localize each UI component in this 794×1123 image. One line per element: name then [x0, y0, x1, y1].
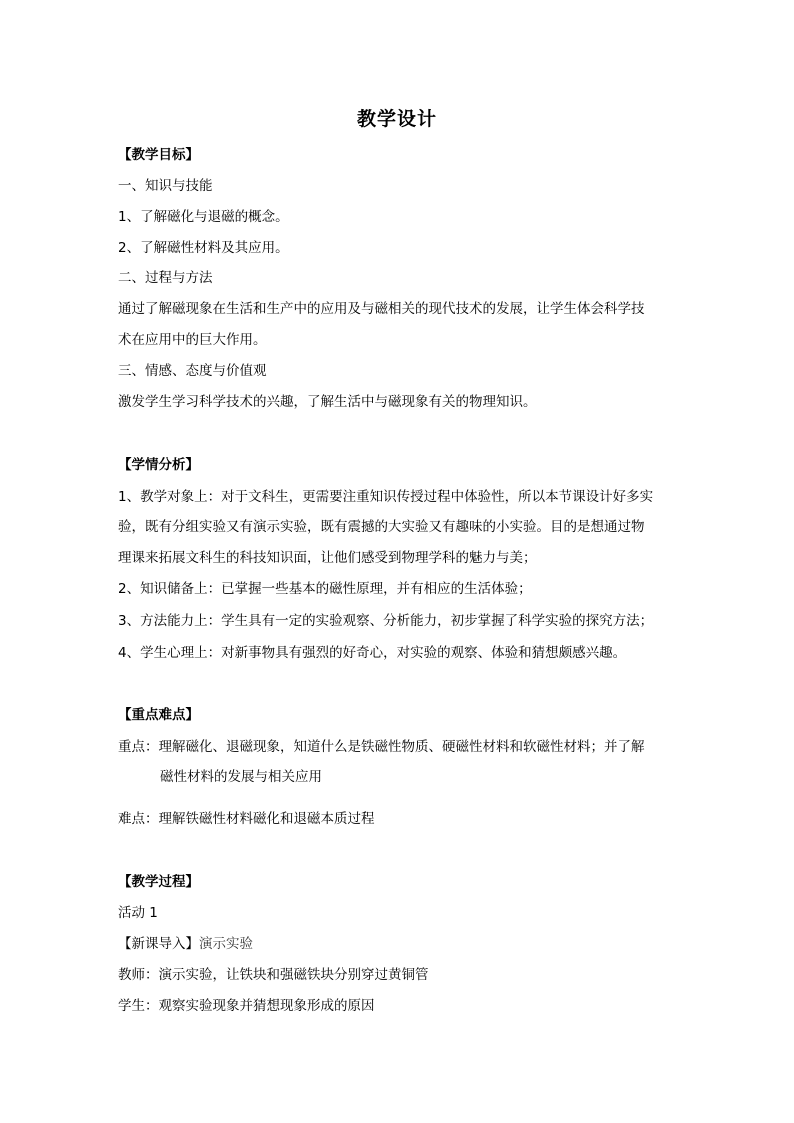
teaching-process-heading: 【教学过程】	[118, 874, 199, 890]
analysis-item-1-line-3: 理课来拓展文科生的科技知识面，让他们感受到物理学科的魅力与美；	[118, 550, 537, 566]
process-method-line-1: 通过了解磁现象在生活和生产中的应用及与磁相关的现代技术的发展，让学生体会科学技	[118, 301, 645, 317]
new-lesson-intro	[118, 935, 698, 953]
key-point-line-2: 磁性材料的发展与相关应用	[160, 769, 322, 785]
student-activity: 学生：观察实验现象并猜想现象形成的原因	[118, 998, 375, 1014]
objectives-heading: 【教学目标】	[118, 147, 199, 163]
analysis-item-4: 4、学生心理上：对新事物具有强烈的好奇心，对实验的观察、体验和猜想颇感兴趣。	[118, 645, 627, 661]
key-point-line-1: 重点：理解磁化、退磁现象，知道什么是铁磁性物质、硬磁性材料和软磁性材料；并了解	[118, 739, 645, 755]
analysis-item-3: 3、方法能力上：学生具有一定的实验观察、分析能力，初步掌握了科学实验的探究方法；	[118, 613, 654, 629]
analysis-item-2: 2、知识储备上：已掌握一些基本的磁性原理，并有相应的生活体验；	[118, 581, 532, 597]
process-method-heading: 二、过程与方法	[118, 270, 213, 286]
knowledge-item-1: 1、了解磁化与退磁的概念。	[118, 209, 289, 225]
document-title: 教学设计	[356, 108, 437, 130]
knowledge-heading: 一、知识与技能	[118, 178, 213, 194]
new-lesson-intro-label: 【新课导入】	[118, 936, 199, 952]
key-points-heading: 【重点难点】	[118, 707, 199, 723]
teacher-activity: 教师：演示实验，让铁块和强磁铁块分别穿过黄铜管	[118, 967, 429, 983]
emotion-text: 激发学生学习科学技术的兴趣，了解生活中与磁现象有关的物理知识。	[118, 394, 537, 410]
analysis-item-1-line-2: 验，既有分组实验又有演示实验，既有震撼的大实验又有趣味的小实验。目的是想通过物	[118, 519, 645, 535]
activity-label: 活动 1	[118, 905, 158, 921]
analysis-item-1-line-1: 1、教学对象上：对于文科生，更需要注重知识传授过程中体验性，所以本节课设计好多实	[118, 489, 654, 505]
analysis-heading: 【学情分析】	[118, 457, 199, 473]
difficulty-point: 难点：理解铁磁性材料磁化和退磁本质过程	[118, 811, 375, 827]
emotion-heading: 三、情感、态度与价值观	[118, 363, 267, 379]
process-method-line-2: 术在应用中的巨大作用。	[118, 332, 267, 348]
new-lesson-intro-text: 演示实验	[199, 936, 253, 952]
knowledge-item-2: 2、了解磁性材料及其应用。	[118, 240, 289, 256]
